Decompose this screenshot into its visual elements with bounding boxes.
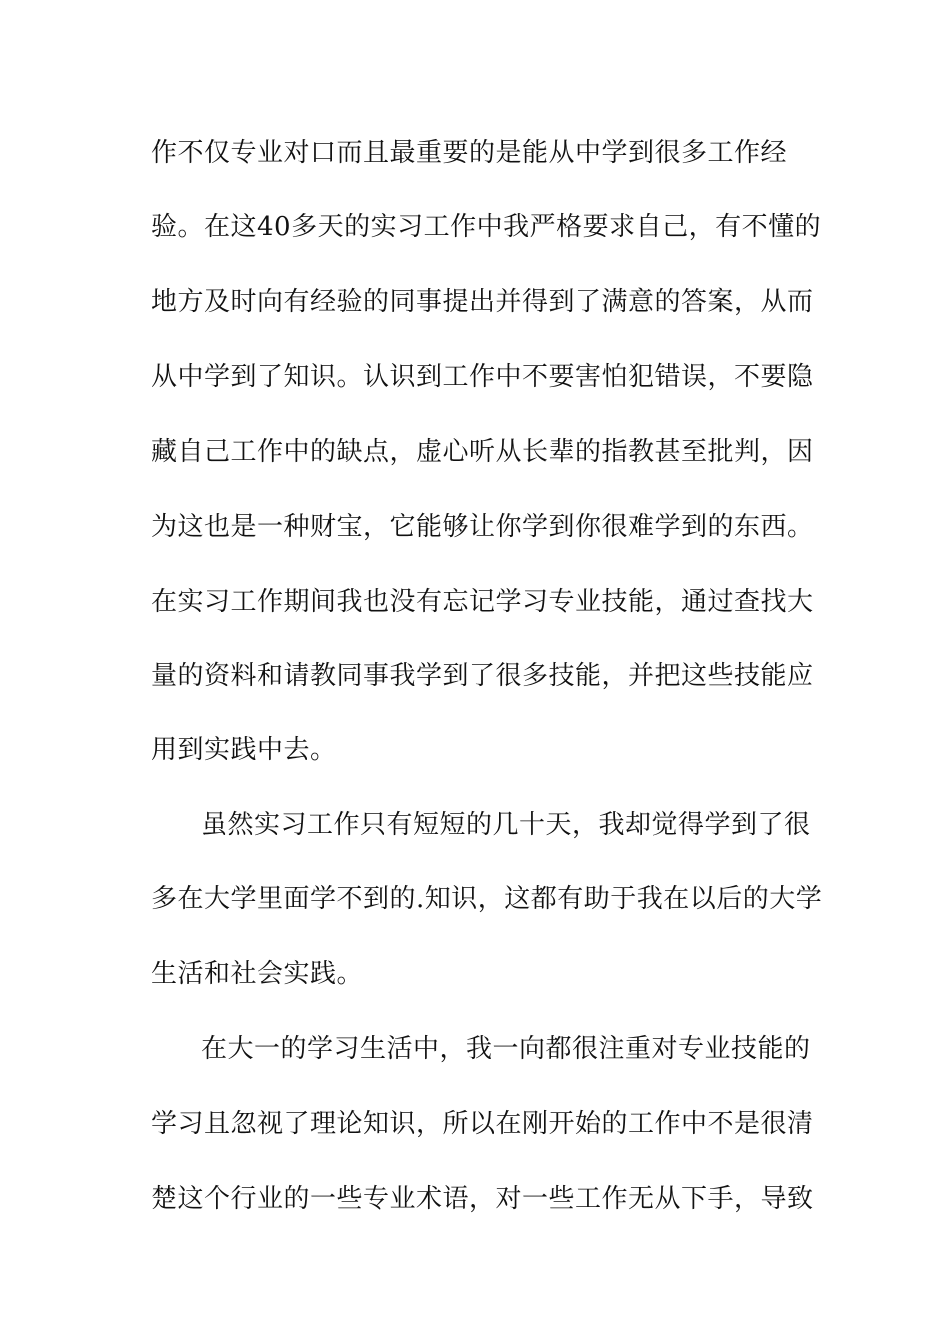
text-line: 验。在这40多天的实习工作中我严格要求自己，有不懂的 xyxy=(151,212,822,242)
text-line: 藏自己工作中的缺点，虚心听从长辈的指教甚至批判，因 xyxy=(151,437,814,467)
text-line: 作不仅专业对口而且最重要的是能从中学到很多工作经 xyxy=(151,138,788,168)
text-line: 多在大学里面学不到的.知识，这都有助于我在以后的大学 xyxy=(151,884,823,914)
text-line: 楚这个行业的一些专业术语，对一些工作无从下手，导致 xyxy=(151,1184,814,1214)
text-line: 用到实践中去。 xyxy=(151,735,337,765)
paragraph-first-line: 虽然实习工作只有短短的几十天，我却觉得学到了很 xyxy=(201,810,811,840)
paragraph-first-line: 在大一的学习生活中，我一向都很注重对专业技能的 xyxy=(201,1034,811,1064)
text-line: 在实习工作期间我也没有忘记学习专业技能，通过查找大 xyxy=(151,587,814,617)
text-line: 量的资料和请教同事我学到了很多技能，并把这些技能应 xyxy=(151,661,814,691)
text-line: 学习且忽视了理论知识，所以在刚开始的工作中不是很清 xyxy=(151,1109,814,1139)
text-line: 生活和社会实践。 xyxy=(151,959,364,989)
text-line: 为这也是一种财宝，它能够让你学到你很难学到的东西。 xyxy=(151,512,814,542)
text-line: 从中学到了知识。认识到工作中不要害怕犯错误，不要隐 xyxy=(151,362,814,392)
text-line: 地方及时向有经验的同事提出并得到了满意的答案，从而 xyxy=(151,287,814,317)
